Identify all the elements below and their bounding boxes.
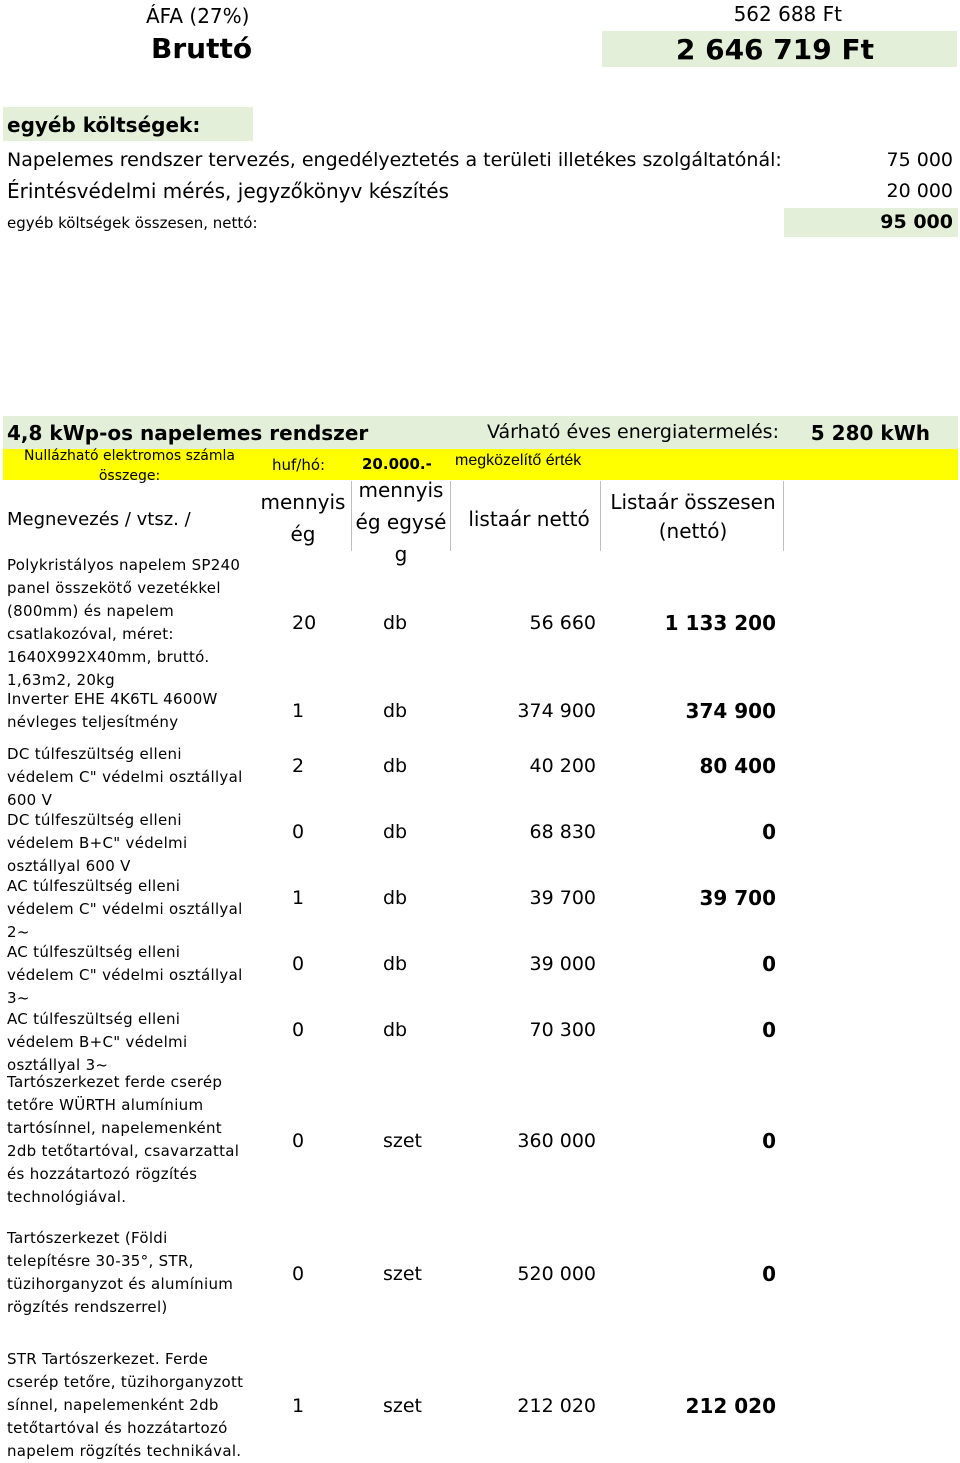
other-cost-label: Napelemes rendszer tervezés, engedélyeztetés a területi illetékes szolgáltatónál: (7, 149, 782, 171)
row-total: 0 (762, 1018, 776, 1042)
row-total: 212 020 (685, 1394, 776, 1418)
header-divider (600, 481, 601, 551)
row-description: AC túlfeszültség elleni védelem C" védelmi osztállyal 2~ (7, 877, 243, 941)
row-description: Polykristályos napelem SP240 panel összekötő vezetékkel (800mm) és napelem csatlakozóval, méret: 1640X992X40mm, bruttó. 1,63m2, 20kg (7, 556, 241, 689)
row-qty: 0 (292, 953, 305, 975)
other-costs-total-value: 95 000 (880, 211, 953, 233)
row-price: 520 000 (517, 1263, 596, 1285)
row-price: 39 000 (529, 953, 596, 975)
per-month-label: huf/hó: (272, 456, 326, 474)
vat-label: ÁFA (27%) (146, 4, 250, 28)
row-price: 360 000 (517, 1130, 596, 1152)
other-cost-value: 75 000 (886, 149, 953, 171)
row-price: 70 300 (529, 1019, 596, 1041)
row-unit: szet (383, 1395, 423, 1417)
row-unit: db (383, 887, 408, 909)
row-description: Inverter EHE 4K6TL 4600W névleges teljesítmény (7, 690, 218, 731)
row-qty: 0 (292, 1019, 305, 1041)
gross-label: Bruttó (151, 32, 253, 65)
invoice-label: Nullázható elektromos számla összege: (23, 448, 235, 484)
row-qty: 0 (292, 821, 305, 843)
per-month-value: 20.000.- (362, 455, 432, 473)
row-qty: 20 (292, 612, 317, 634)
row-price: 68 830 (529, 821, 596, 843)
row-price: 40 200 (529, 755, 596, 777)
row-description: AC túlfeszültség elleni védelem C" védelmi osztállyal 3~ (7, 943, 243, 1007)
other-cost-value: 20 000 (886, 180, 953, 202)
header-list-price: listaár nettó (468, 507, 590, 531)
row-qty: 2 (292, 755, 305, 777)
row-unit: db (383, 700, 408, 722)
expected-production-value: 5 280 kWh (810, 421, 930, 445)
row-price: 39 700 (529, 887, 596, 909)
row-total: 0 (762, 820, 776, 844)
header-divider (351, 481, 352, 551)
row-price: 212 020 (517, 1395, 596, 1417)
row-total: 1 133 200 (664, 611, 776, 635)
system-title: 4,8 kWp-os napelemes rendszer (7, 421, 369, 445)
row-price: 374 900 (517, 700, 596, 722)
row-total: 80 400 (699, 754, 776, 778)
row-description: AC túlfeszültség elleni védelem B+C" védelmi osztállyal 3~ (7, 1010, 188, 1074)
gross-value: 2 646 719 Ft (675, 33, 874, 66)
row-total: 0 (762, 1129, 776, 1153)
other-costs-title: egyéb költségek: (7, 113, 201, 137)
row-total: 0 (762, 1262, 776, 1286)
row-unit: db (383, 1019, 408, 1041)
expected-production-label: Várható éves energiatermelés: (487, 421, 779, 443)
row-unit: db (383, 821, 408, 843)
row-qty: 1 (292, 887, 305, 909)
row-unit: szet (383, 1263, 423, 1285)
header-unit: mennyiség egység (355, 478, 447, 566)
row-qty: 1 (292, 700, 305, 722)
row-qty: 0 (292, 1263, 305, 1285)
approx-note: megközelítő érték (455, 452, 582, 469)
row-description: Tartószerkezet ferde cserép tetőre WÜRTH alumínium tartósínnel, napelemenként 2db tetőtartóval, csavarzattal és hozzátartozó rögzítés technológiával. (7, 1073, 240, 1206)
row-description: DC túlfeszültség elleni védelem C" védelmi osztállyal 600 V (7, 745, 243, 809)
row-total: 374 900 (685, 699, 776, 723)
row-total: 0 (762, 952, 776, 976)
row-unit: db (383, 755, 408, 777)
other-costs-total-label: egyéb költségek összesen, nettó: (7, 214, 258, 232)
vat-value: 562 688 Ft (733, 2, 842, 26)
row-description: DC túlfeszültség elleni védelem B+C" védelmi osztállyal 600 V (7, 811, 188, 875)
row-unit: szet (383, 1130, 423, 1152)
header-divider (783, 481, 784, 551)
header-qty: mennyiség (260, 490, 346, 546)
row-description: STR Tartószerkezet. Ferde cserép tetőre, tüzihorganyzott sínnel, napelemenként 2db tetőtartóval és hozzátartozó napelem rögzítés technikával. (7, 1350, 244, 1460)
header-total: Listaár összesen (nettó) (610, 490, 776, 543)
row-qty: 1 (292, 1395, 305, 1417)
row-unit: db (383, 953, 408, 975)
header-name: Megnevezés / vtsz. / (7, 509, 191, 530)
row-price: 56 660 (529, 612, 596, 634)
row-qty: 0 (292, 1130, 305, 1152)
other-cost-label: Érintésvédelmi mérés, jegyzőkönyv készítés (7, 179, 449, 203)
row-unit: db (383, 612, 408, 634)
row-total: 39 700 (699, 886, 776, 910)
row-description: Tartószerkezet (Földi telepítésre 30-35°, STR, tüzihorganyzot és alumínium rögzítés rendszerrel) (7, 1229, 234, 1316)
header-divider (450, 481, 451, 551)
